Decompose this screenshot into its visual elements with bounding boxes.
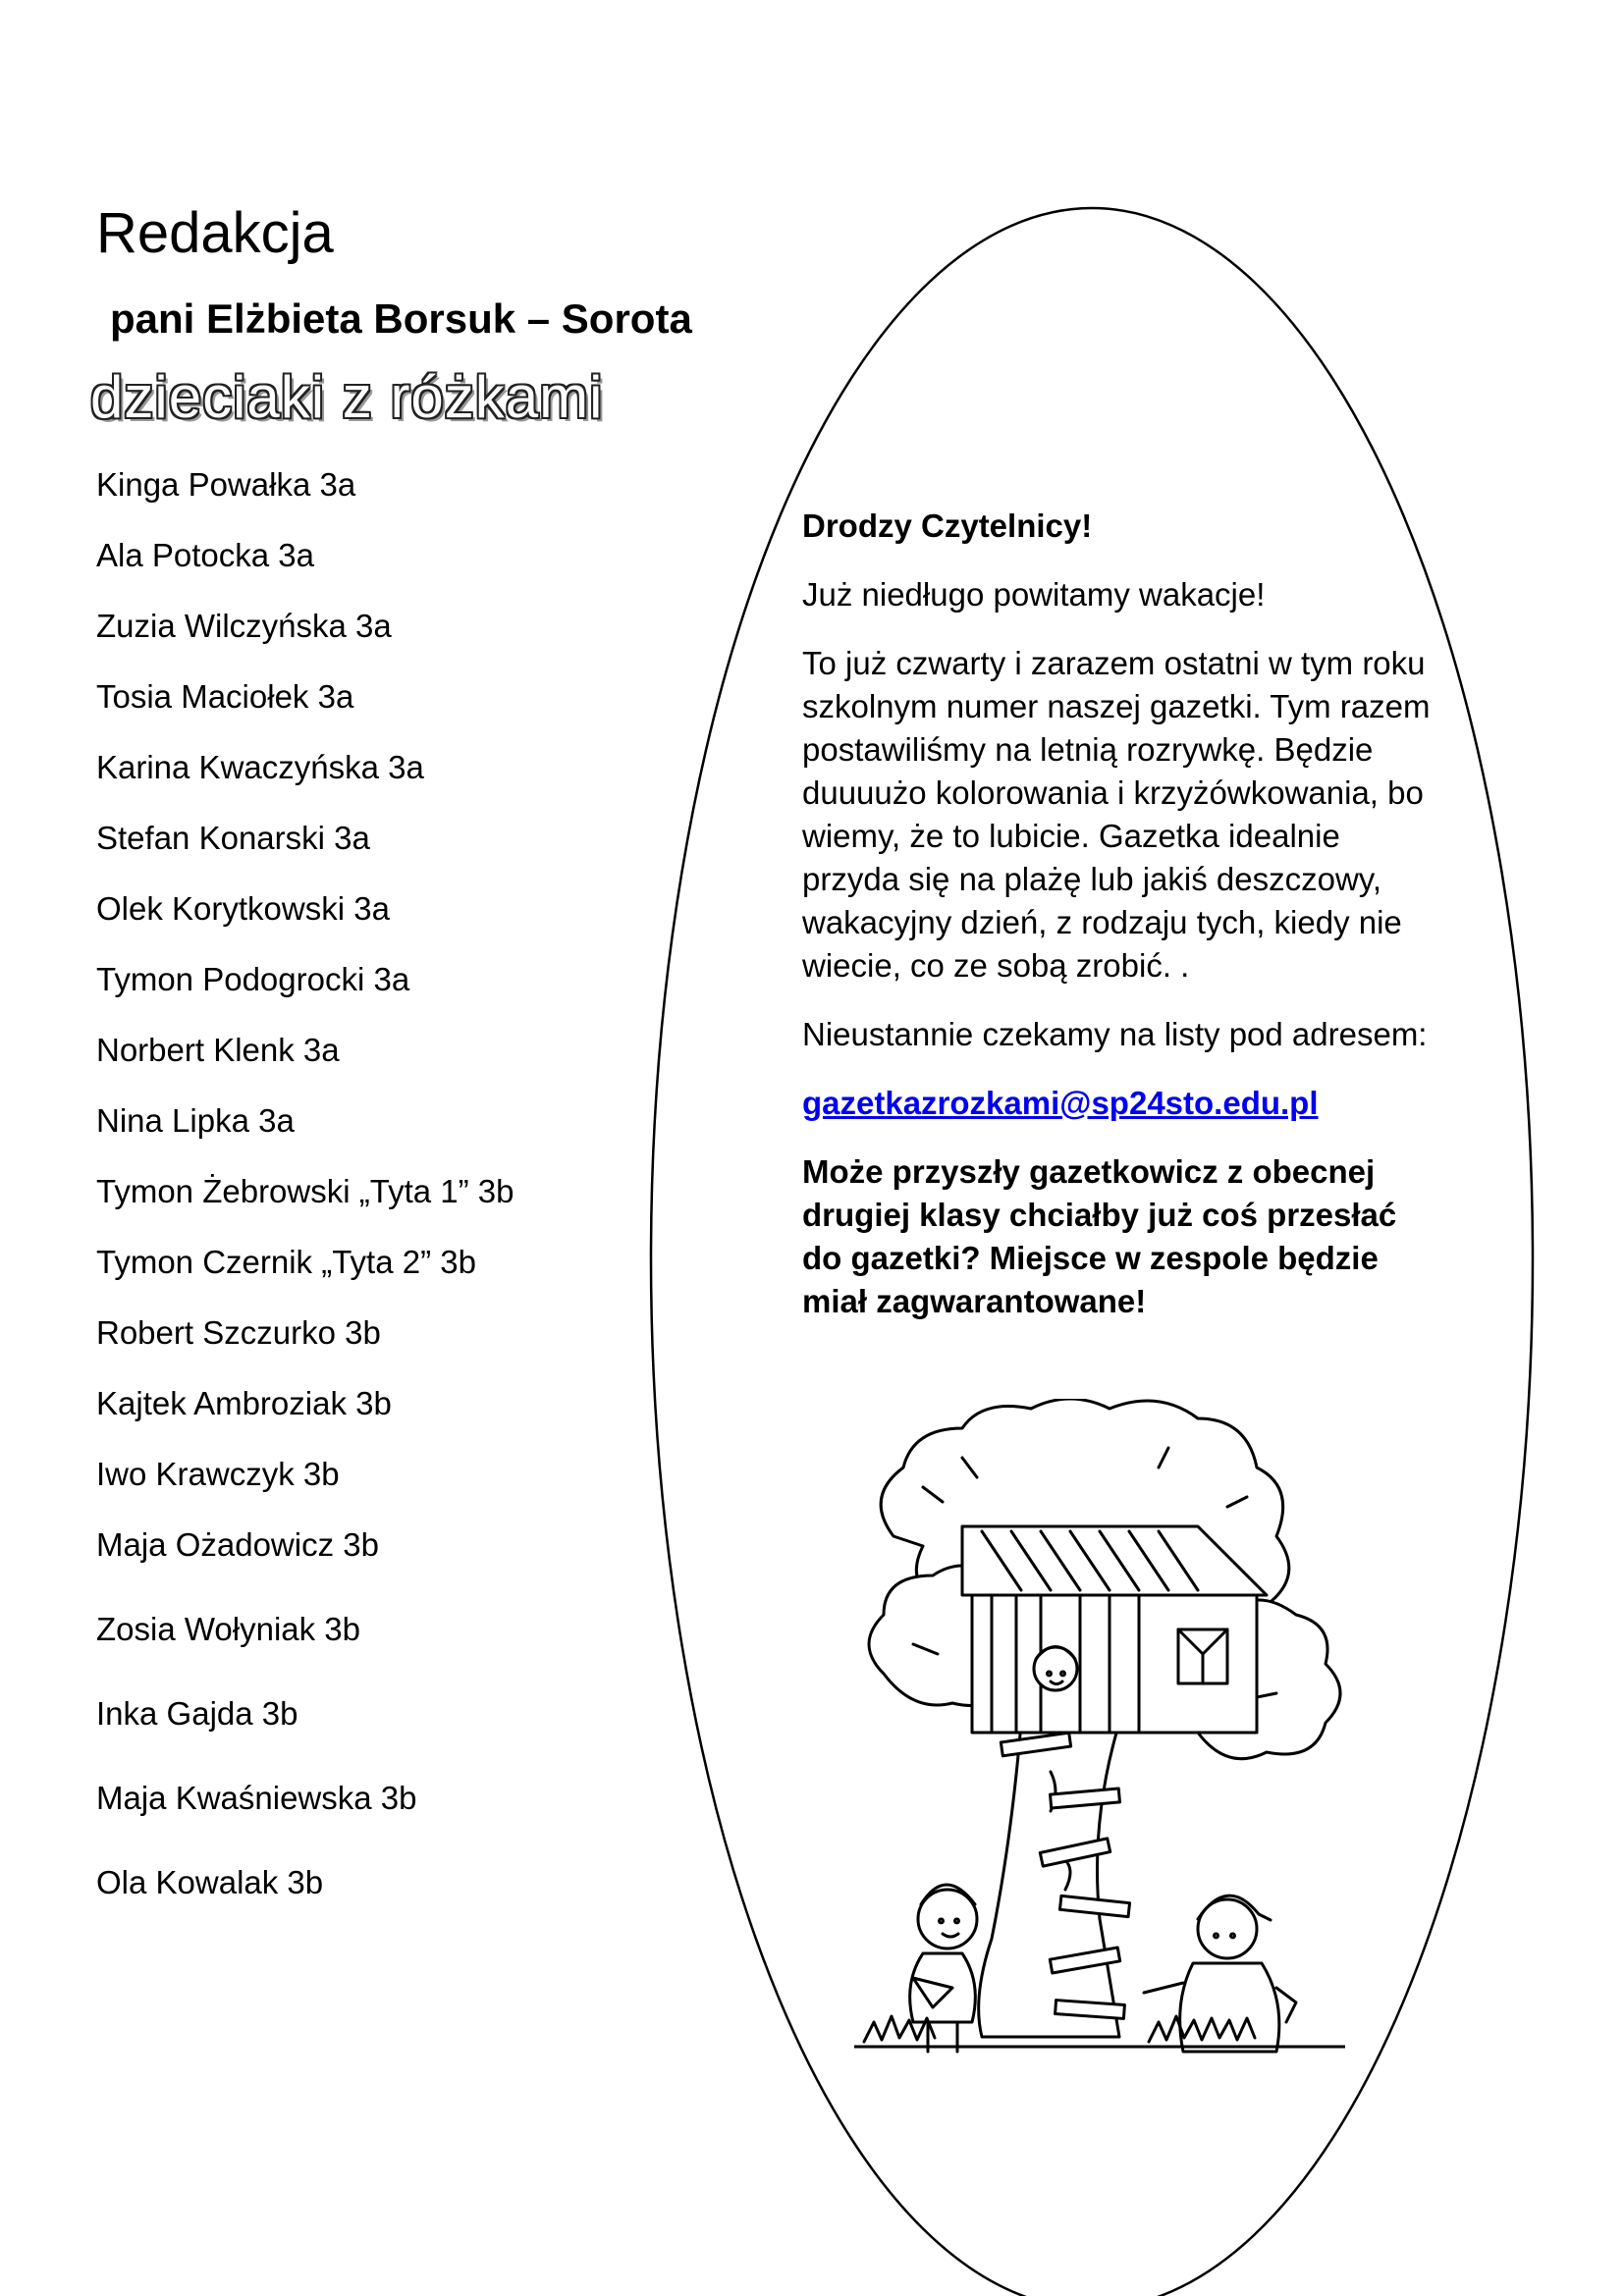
- page-title: Redakcja: [96, 201, 334, 265]
- list-item: Inka Gajda 3b: [96, 1695, 298, 1732]
- list-item: Kajtek Ambroziak 3b: [96, 1385, 392, 1421]
- list-item: Ola Kowalak 3b: [96, 1864, 324, 1900]
- list-item: Tymon Żebrowski „Tyta 1” 3b: [96, 1173, 514, 1209]
- list-item: Norbert Klenk 3a: [96, 1032, 340, 1068]
- letter-paragraph: To już czwarty i zarazem ostatni w tym roku szkolnym numer naszej gazetki. Tym razem postawiliśmy na letnią rozrywkę. Będzie duuuużo kolorowania i krzyżówkowania, bo wiemy, że to lubicie. Gazetka idealnie przyda się na plażę lub jakiś deszczowy, wakacyjny dzień, z rodzaju tych, kiedy nie wiecie, co ze sobą zrobić. .: [802, 645, 1431, 984]
- list-item: Ala Potocka 3a: [96, 537, 314, 573]
- list-item: Maja Ożadowicz 3b: [96, 1526, 379, 1563]
- list-item: Robert Szczurko 3b: [96, 1314, 381, 1351]
- email-paragraph: [802, 1082, 1431, 1125]
- editor-name: pani Elżbieta Borsuk – Sorota: [110, 295, 692, 342]
- list-item: Zosia Wołyniak 3b: [96, 1611, 361, 1647]
- list-item: Olek Korytkowski 3a: [96, 890, 390, 927]
- list-item: Iwo Krawczyk 3b: [96, 1456, 340, 1492]
- letter-greeting: Drodzy Czytelnicy!: [802, 507, 1093, 544]
- treehouse-children-illustration: [854, 1399, 1345, 2056]
- letter-closing: Może przyszły gazetkowicz z obecnej drugiej klasy chciałby już coś przesłać do gazetki? Miejsce w zespole będzie miał zagwarantowane!: [802, 1153, 1397, 1319]
- list-item: Tymon Podogrocki 3a: [96, 961, 410, 997]
- team-name: dzieciaki z różkami: [90, 364, 604, 430]
- list-item: Nina Lipka 3a: [96, 1102, 295, 1139]
- list-item: Tosia Maciołek 3a: [96, 678, 354, 715]
- email-link[interactable]: gazetkazrozkami@sp24sto.edu.pl: [802, 1085, 1319, 1121]
- list-item: Maja Kwaśniewska 3b: [96, 1780, 417, 1816]
- editorial-letter: [802, 505, 1431, 1349]
- list-item: Zuzia Wilczyńska 3a: [96, 608, 392, 644]
- letter-paragraph: Nieustannie czekamy na listy pod adresem:: [802, 1016, 1428, 1052]
- list-item: Karina Kwaczyńska 3a: [96, 749, 424, 785]
- list-item: Stefan Konarski 3a: [96, 820, 370, 856]
- letter-paragraph: Już niedługo powitamy wakacje!: [802, 576, 1266, 613]
- list-item: Kinga Powałka 3a: [96, 466, 356, 503]
- list-item: Tymon Czernik „Tyta 2” 3b: [96, 1244, 476, 1280]
